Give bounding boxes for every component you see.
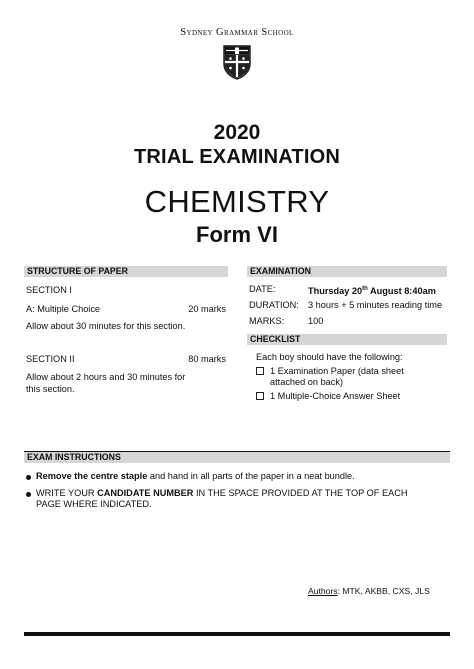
exam-title: TRIAL EXAMINATION [134, 146, 340, 168]
section1-time: Allow about 30 minutes for this section. [26, 321, 186, 331]
instruction-2-bold: CANDIDATE NUMBER [97, 488, 194, 498]
instruction-2-b: IN THE SPACE PROVIDED AT THE TOP OF EACH [193, 488, 408, 498]
authors-label: Authors [308, 586, 338, 596]
examination-heading: EXAMINATION [247, 266, 447, 277]
section1-part: A: Multiple Choice [26, 304, 101, 314]
instructions-heading: EXAM INSTRUCTIONS [24, 451, 450, 463]
date-value [308, 283, 436, 297]
structure-heading: STRUCTURE OF PAPER [24, 266, 228, 277]
instruction-1-rest: and hand in all parts of the paper in a neat bundle. [147, 471, 355, 481]
section2-marks: 80 marks [188, 354, 226, 364]
date-suffix: th [362, 286, 368, 292]
date-label: DATE: [249, 284, 276, 294]
exam-year: 2020 [213, 121, 261, 144]
checklist-intro: Each boy should have the following: [256, 352, 403, 362]
section1-title: SECTION I [26, 285, 72, 295]
bottom-rule [24, 632, 450, 636]
form-title: Form VI [196, 222, 278, 247]
date-day: Thursday 20 [308, 286, 363, 297]
checkbox-answer-sheet[interactable] [256, 392, 264, 400]
marks-value: 100 [308, 316, 324, 326]
section2-time: Allow about 2 hours and 30 minutes for this section. [26, 372, 186, 394]
checklist-heading: CHECKLIST [247, 334, 447, 345]
duration-value: 3 hours + 5 minutes reading time [308, 300, 443, 310]
instruction-1-bold: Remove the centre staple [36, 471, 148, 481]
checkbox-exam-paper[interactable] [256, 367, 264, 375]
duration-label: DURATION: [249, 300, 299, 310]
school-name: Sydney Grammar School [180, 27, 294, 38]
marks-label: MARKS: [249, 316, 285, 326]
bullet-icon [26, 475, 31, 480]
checklist-item1-line2: attached on back) [270, 377, 344, 387]
instruction-2-a: WRITE YOUR [36, 488, 98, 498]
instruction-1 [36, 470, 355, 482]
authors [308, 585, 430, 597]
school-crest-icon [222, 44, 252, 80]
instruction-2-line2: PAGE WHERE INDICATED. [36, 499, 152, 509]
checklist-item2: 1 Multiple-Choice Answer Sheet [270, 391, 401, 401]
section2-title: SECTION II [26, 354, 75, 364]
authors-names: : MTK, AKBB, CXS, JLS [337, 586, 430, 596]
section1-marks: 20 marks [188, 304, 226, 314]
date-rest: August 8:40am [367, 286, 436, 297]
subject-title: CHEMISTRY [144, 184, 330, 219]
bullet-icon [26, 492, 31, 497]
checklist-item1-line1: 1 Examination Paper (data sheet [270, 366, 404, 376]
